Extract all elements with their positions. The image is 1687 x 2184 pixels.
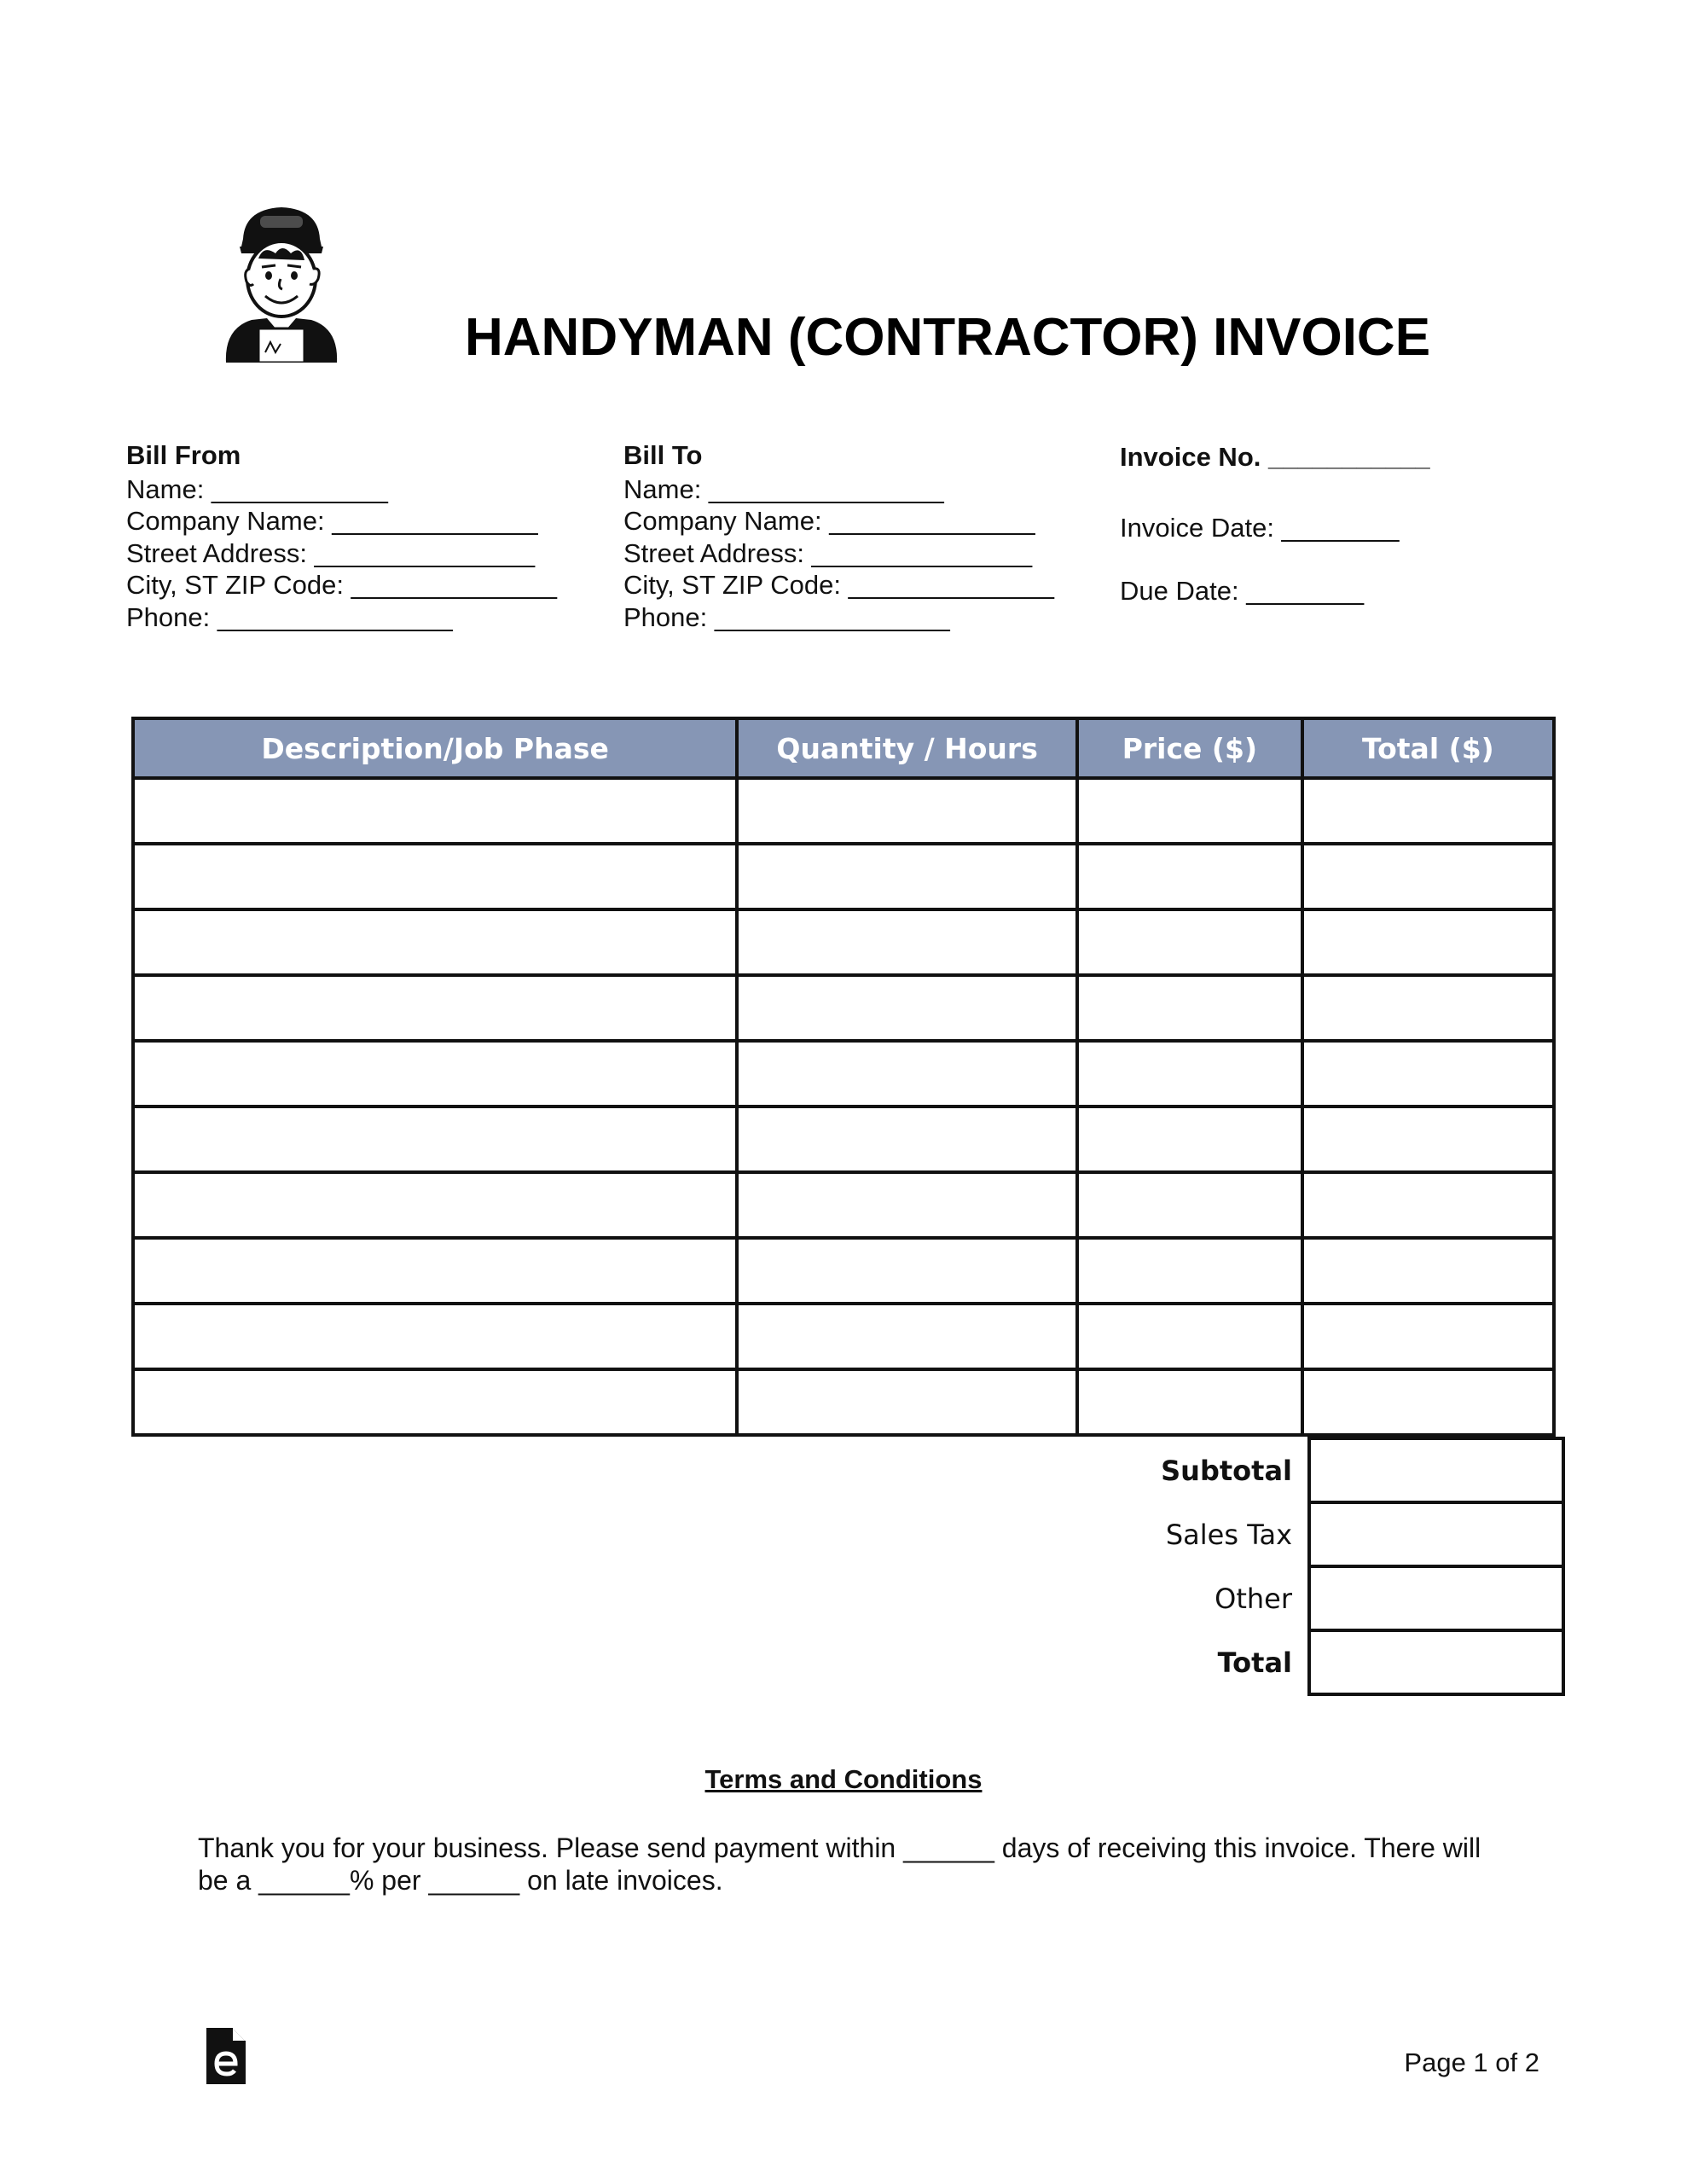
- table-row: [133, 1107, 1554, 1172]
- table-row: [133, 1041, 1554, 1107]
- page-number: Page 1 of 2: [1404, 2048, 1539, 2077]
- due-date-field[interactable]: Due Date: ________: [1120, 576, 1365, 606]
- total-cell[interactable]: [1302, 1041, 1554, 1107]
- description-cell[interactable]: [133, 1172, 737, 1238]
- sales-tax-row: [1015, 1502, 1563, 1566]
- invoice-date-field[interactable]: Invoice Date: ________: [1120, 513, 1400, 543]
- quantity-cell[interactable]: [737, 1238, 1077, 1304]
- price-cell[interactable]: [1077, 1041, 1302, 1107]
- terms-text: Thank you for your business. Please send payment within ______ days of receiving this invoice. There will be a ______% per ______ on late invoices.: [198, 1833, 1481, 1896]
- subtotal-row: [1015, 1438, 1563, 1502]
- total-label: Total: [1217, 1646, 1292, 1679]
- description-cell[interactable]: [133, 909, 737, 975]
- description-cell[interactable]: [133, 1041, 737, 1107]
- sales-tax-cell[interactable]: [1309, 1502, 1563, 1566]
- total-cell[interactable]: [1309, 1630, 1563, 1694]
- quantity-cell[interactable]: [737, 778, 1077, 844]
- column-header-total: Total ($): [1302, 718, 1554, 778]
- table-row: [133, 778, 1554, 844]
- description-cell[interactable]: [133, 778, 737, 844]
- other-row: [1015, 1566, 1563, 1630]
- eforms-document-icon: [205, 2026, 247, 2086]
- bill-from-street-field[interactable]: Street Address: _______________: [126, 537, 536, 568]
- bill-to-name-field[interactable]: Name: ________________: [623, 473, 944, 504]
- quantity-cell[interactable]: [737, 1369, 1077, 1435]
- bill-to-phone-field[interactable]: Phone: ________________: [623, 601, 950, 632]
- bill-to-section: [623, 439, 1054, 633]
- total-cell[interactable]: [1302, 975, 1554, 1041]
- total-cell[interactable]: [1302, 1304, 1554, 1369]
- quantity-cell[interactable]: [737, 975, 1077, 1041]
- bill-to-street-field[interactable]: Street Address: _______________: [623, 537, 1033, 568]
- total-row: [1015, 1630, 1563, 1694]
- price-cell[interactable]: [1077, 1369, 1302, 1435]
- quantity-cell[interactable]: [737, 1304, 1077, 1369]
- table-row: [133, 1238, 1554, 1304]
- bill-to-heading: Bill To: [623, 440, 703, 470]
- table-row: [133, 1369, 1554, 1435]
- description-cell[interactable]: [133, 975, 737, 1041]
- quantity-cell[interactable]: [737, 1041, 1077, 1107]
- bill-from-heading: Bill From: [126, 440, 241, 470]
- description-cell[interactable]: [133, 1107, 737, 1172]
- price-cell[interactable]: [1077, 909, 1302, 975]
- other-label: Other: [1215, 1582, 1292, 1615]
- table-row: [133, 1304, 1554, 1369]
- price-cell[interactable]: [1077, 975, 1302, 1041]
- description-cell[interactable]: [133, 1369, 737, 1435]
- price-cell[interactable]: [1077, 1238, 1302, 1304]
- quantity-cell[interactable]: [737, 844, 1077, 909]
- price-cell[interactable]: [1077, 844, 1302, 909]
- quantity-cell[interactable]: [737, 909, 1077, 975]
- quantity-cell[interactable]: [737, 1172, 1077, 1238]
- subtotal-cell[interactable]: [1309, 1438, 1563, 1502]
- terms-heading: Terms and Conditions: [704, 1764, 983, 1794]
- sales-tax-label: Sales Tax: [1165, 1518, 1292, 1551]
- other-cell[interactable]: [1309, 1566, 1563, 1630]
- line-items-body: [133, 778, 1554, 1435]
- column-header-quantity: Quantity / Hours: [737, 718, 1077, 778]
- table-row: [133, 1172, 1554, 1238]
- table-row: [133, 909, 1554, 975]
- page-title: HANDYMAN (CONTRACTOR) INVOICE: [465, 308, 1431, 367]
- table-row: [133, 975, 1554, 1041]
- bill-to-city-field[interactable]: City, ST ZIP Code: ______________: [623, 570, 1054, 600]
- bill-from-name-field[interactable]: Name: ____________: [126, 473, 388, 504]
- total-cell[interactable]: [1302, 844, 1554, 909]
- invoice-number-field[interactable]: Invoice No. ___________: [1120, 442, 1430, 472]
- table-row: [133, 844, 1554, 909]
- price-cell[interactable]: [1077, 1304, 1302, 1369]
- line-items-table: [131, 717, 1556, 1437]
- quantity-cell[interactable]: [737, 1107, 1077, 1172]
- bill-from-phone-field[interactable]: Phone: ________________: [126, 601, 453, 632]
- price-cell[interactable]: [1077, 1172, 1302, 1238]
- bill-from-section: [126, 439, 557, 633]
- total-cell[interactable]: [1302, 1172, 1554, 1238]
- bill-from-city-field[interactable]: City, ST ZIP Code: ______________: [126, 570, 557, 600]
- table-header-row: [133, 718, 1554, 778]
- column-header-price: Price ($): [1077, 718, 1302, 778]
- bill-to-company-field[interactable]: Company Name: ______________: [623, 506, 1035, 536]
- description-cell[interactable]: [133, 1238, 737, 1304]
- description-cell[interactable]: [133, 844, 737, 909]
- total-cell[interactable]: [1302, 778, 1554, 844]
- total-cell[interactable]: [1302, 1369, 1554, 1435]
- subtotal-label: Subtotal: [1161, 1454, 1292, 1487]
- price-cell[interactable]: [1077, 1107, 1302, 1172]
- column-header-description: Description/Job Phase: [133, 718, 737, 778]
- description-cell[interactable]: [133, 1304, 737, 1369]
- totals-table: [1015, 1437, 1565, 1696]
- handyman-mascot-icon: [209, 192, 354, 363]
- total-cell[interactable]: [1302, 1238, 1554, 1304]
- total-cell[interactable]: [1302, 1107, 1554, 1172]
- bill-from-company-field[interactable]: Company Name: ______________: [126, 506, 538, 536]
- total-cell[interactable]: [1302, 909, 1554, 975]
- price-cell[interactable]: [1077, 778, 1302, 844]
